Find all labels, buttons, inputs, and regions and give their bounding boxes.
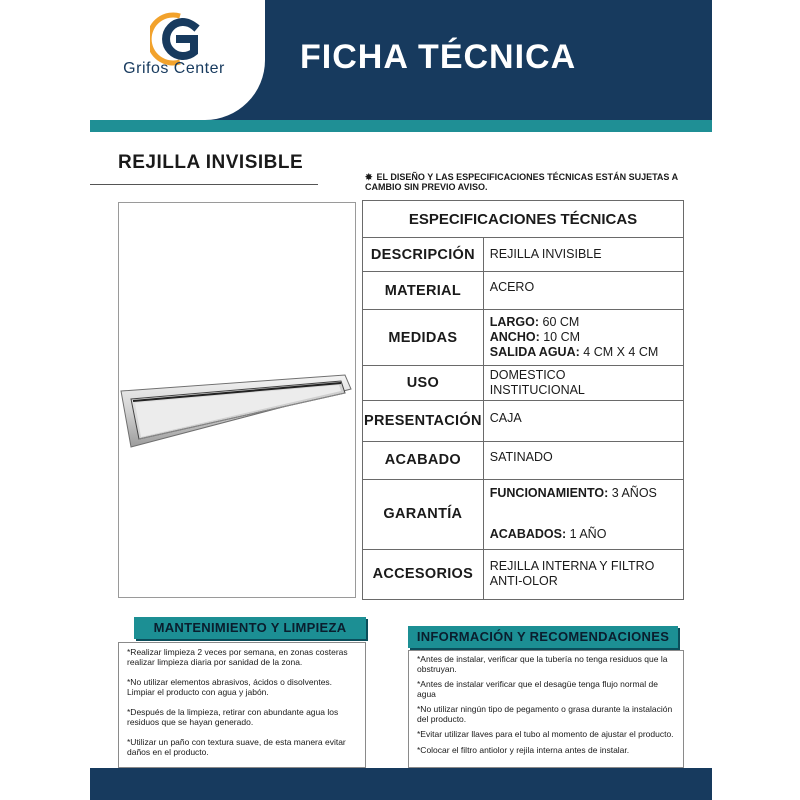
value-acabado: SATINADO — [483, 441, 683, 479]
uso-line2: INSTITUCIONAL — [489, 383, 585, 398]
product-name: REJILLA INVISIBLE — [118, 152, 304, 173]
accesorios-line2: ANTI-OLOR — [489, 574, 558, 589]
label-uso: USO — [363, 366, 484, 401]
maintenance-box — [118, 642, 366, 768]
maintenance-item: *Utilizar un paño con textura suave, de esta manera evitar daños en el producto. — [127, 737, 346, 757]
maintenance-item: *Realizar limpieza 2 veces por semana, en zonas costeras realizar limpieza diaria por sanidad de la zona. — [127, 647, 348, 667]
disclaimer — [365, 172, 685, 192]
info-item: *Antes de instalar, verificar que la tubería no tenga residuos que la obstruyan. — [417, 654, 668, 674]
acabados-value: 1 AÑO — [569, 526, 607, 541]
specs-header: ESPECIFICACIONES TÉCNICAS — [363, 201, 684, 238]
label-presentacion: PRESENTACIÓN — [363, 401, 484, 441]
info-item: *Antes de instalar verificar que el desagüe tenga flujo normal de agua — [417, 679, 658, 699]
divider — [90, 184, 318, 185]
value-garantia — [483, 479, 683, 549]
drain-grate-image — [119, 203, 355, 597]
label-acabado: ACABADO — [363, 441, 484, 479]
label-garantia: GARANTÍA — [363, 479, 484, 549]
specs-table — [362, 200, 684, 600]
info-box — [408, 650, 684, 768]
largo-label: LARGO: — [489, 315, 540, 330]
info-title: INFORMACIÓN Y RECOMENDACIONES — [408, 626, 678, 648]
funcionamiento-value: 3 AÑOS — [611, 485, 657, 500]
footer-band — [90, 768, 712, 800]
salida-value: 4 CM X 4 CM — [583, 345, 659, 360]
disclaimer-text: EL DISEÑO Y LAS ESPECIFICACIONES TÉCNICAS ESTÁN SUJETAS A CAMBIO SIN PREVIO AVISO. — [365, 172, 678, 192]
ancho-value: 10 CM — [543, 330, 581, 345]
uso-line1: DOMESTICO — [489, 368, 566, 383]
value-accesorios — [483, 549, 683, 599]
page-title: FICHA TÉCNICA — [300, 38, 577, 76]
label-descripcion: DESCRIPCIÓN — [363, 238, 484, 272]
value-descripcion: REJILLA INVISIBLE — [483, 238, 683, 272]
star-icon: ✸ — [365, 172, 373, 182]
label-material: MATERIAL — [363, 272, 484, 310]
salida-label: SALIDA AGUA: — [489, 345, 580, 360]
product-photo — [118, 202, 356, 598]
value-uso — [483, 366, 683, 401]
acabados-label: ACABADOS: — [489, 526, 567, 541]
value-medidas — [483, 310, 683, 366]
largo-value: 60 CM — [542, 315, 580, 330]
maintenance-item: *No utilizar elementos abrasivos, ácidos o disolventes. Limpiar el producto con agua y jabón. — [127, 677, 333, 697]
header-accent-stripe — [90, 120, 712, 132]
info-item: *Colocar el filtro antiolor y rejila interna antes de instalar. — [417, 744, 630, 755]
value-material: ACERO — [483, 272, 683, 310]
brand-name: Grifos Center — [123, 60, 225, 77]
info-item: *No utilizar ningún tipo de pegamento o grasa durante la instalación del producto. — [417, 704, 673, 724]
value-presentacion: CAJA — [483, 401, 683, 441]
info-item: *Evitar utilizar llaves para el tubo al momento de ajustar el producto. — [417, 729, 674, 739]
maintenance-item: *Después de la limpieza, retirar con abundante agua los residuos que se hayan generado. — [127, 707, 339, 727]
funcionamiento-label: FUNCIONAMIENTO: — [489, 485, 609, 500]
label-medidas: MEDIDAS — [363, 310, 484, 366]
label-accesorios: ACCESORIOS — [363, 549, 484, 599]
accesorios-line1: REJILLA INTERNA Y FILTRO — [489, 559, 655, 574]
ancho-label: ANCHO: — [489, 330, 540, 345]
maintenance-title: MANTENIMIENTO Y LIMPIEZA — [134, 617, 366, 639]
grifos-center-logo-icon — [150, 12, 206, 66]
